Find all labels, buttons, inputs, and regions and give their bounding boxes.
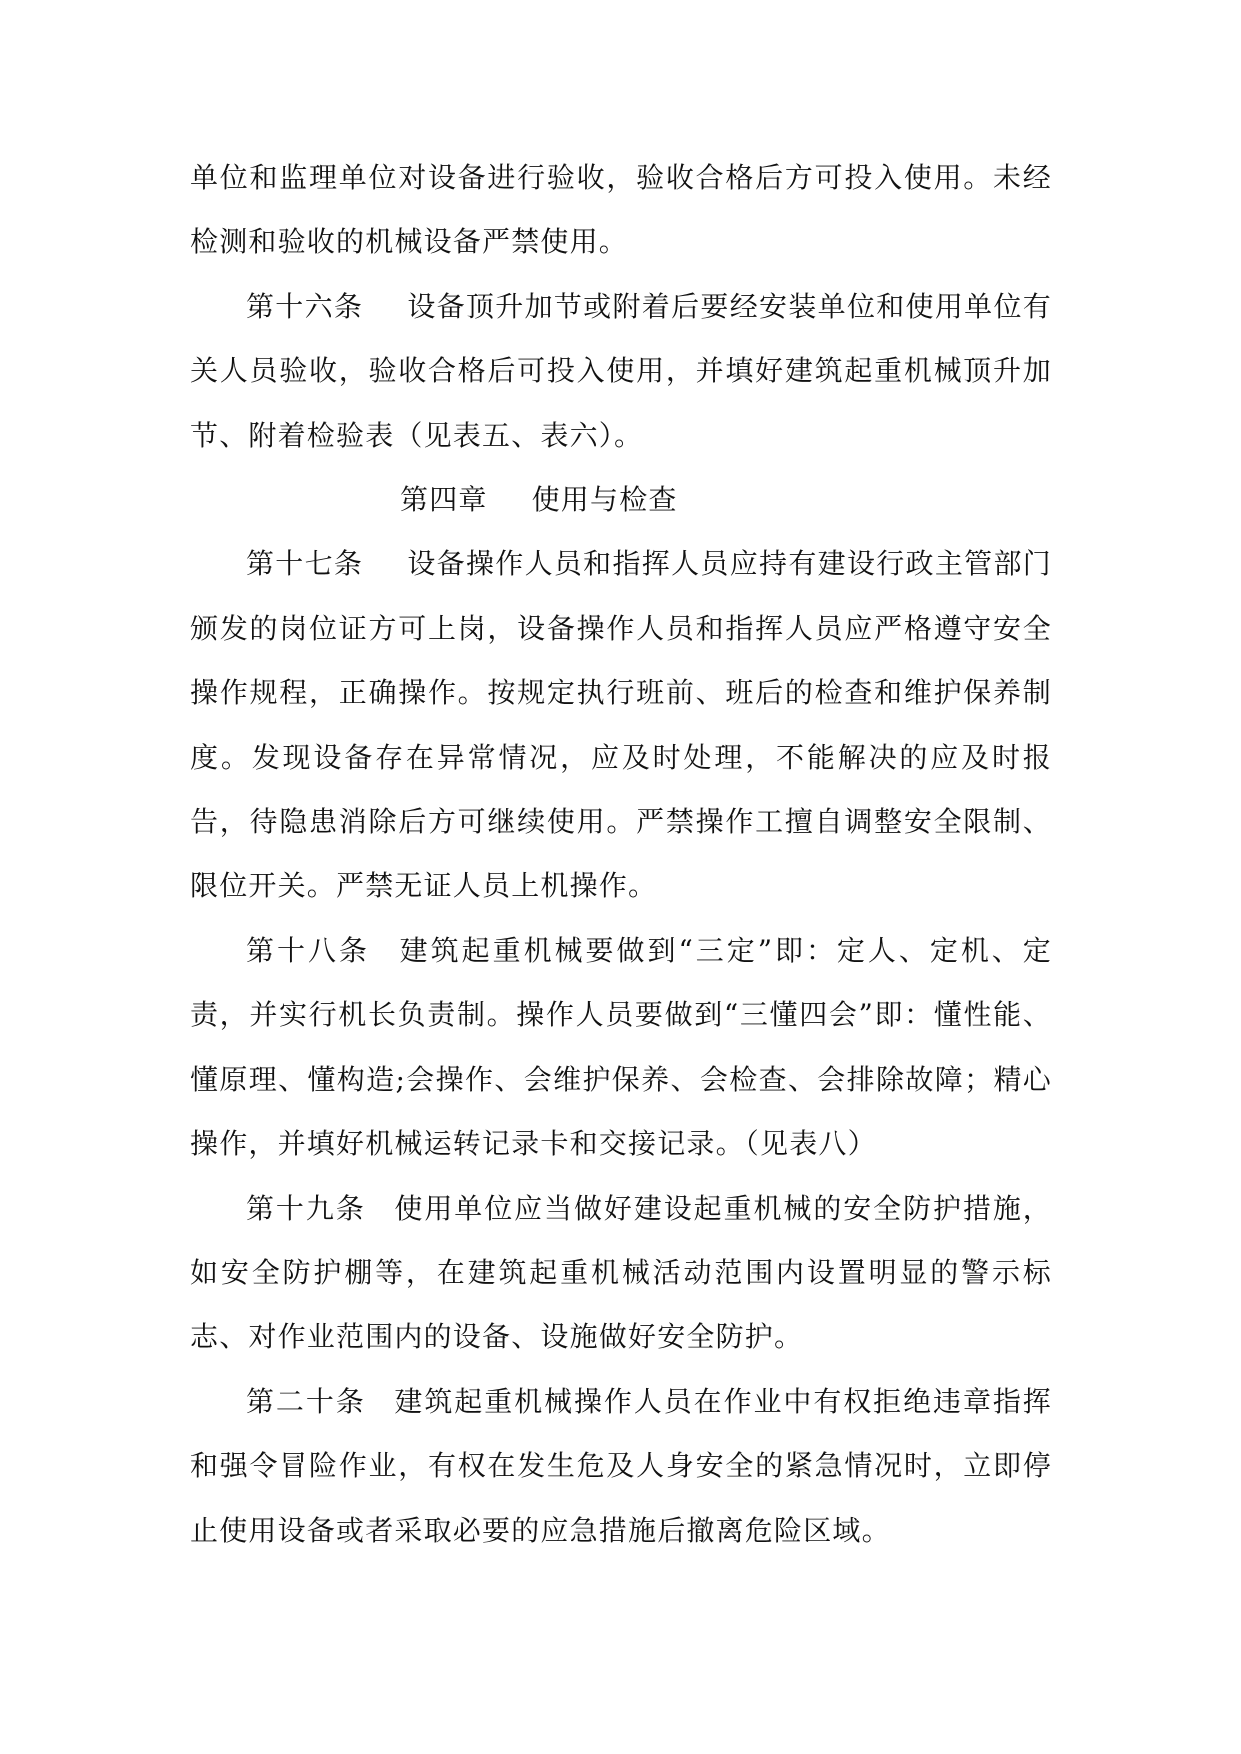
article-16 [190,275,1052,468]
article-text: 建筑起重机械操作人员在作业中有权拒绝违章指挥和强令冒险作业，有权在发生危及人身安全的紧急情况时，立即停止使用设备或者采取必要的应急措施后撤离危险区域。 [190,1384,1052,1547]
article-20 [190,1370,1052,1563]
article-label: 第十七条 [246,547,364,581]
article-19 [190,1177,1052,1370]
chapter-title: 使用与检查 [531,483,678,517]
article-17 [190,532,1052,918]
paragraph-text: 单位和监理单位对设备进行验收，验收合格后方可投入使用。未经检测和验收的机械设备严禁使用。 [190,161,1052,259]
article-text: 设备顶升加节或附着后要经安装单位和使用单位有关人员验收，验收合格后可投入使用，并填好建筑起重机械顶升加节、附着检验表（见表五、表六）。 [190,289,1052,452]
article-label: 第十九条 [246,1191,366,1225]
article-text: 设备操作人员和指挥人员应持有建设行政主管部门颁发的岗位证方可上岗，设备操作人员和指挥人员应严格遵守安全操作规程，正确操作。按规定执行班前、班后的检查和维护保养制度。发现设备存在异常情况，应及时处理，不能解决的应及时报告，待隐患消除后方可继续使用。严禁操作工擅自调整安全限制、限位开关。严禁无证人员上机操作。 [190,547,1052,903]
article-label: 第二十条 [246,1384,366,1418]
document-body [190,146,1052,1563]
article-18 [190,919,1052,1177]
article-text: 建筑起重机械要做到“三定”即：定人、定机、定责，并实行机长负责制。操作人员要做到“三懂四会”即：懂性能、懂原理、懂构造;会操作、会维护保养、会检查、会排除故障；精心操作，并填好机械运转记录卡和交接记录。（见表八） [190,933,1052,1161]
article-text: 使用单位应当做好建设起重机械的安全防护措施，如安全防护棚等，在建筑起重机械活动范围内设置明显的警示标志、对作业范围内的设备、设施做好安全防护。 [190,1191,1052,1354]
article-label: 第十六条 [246,289,364,323]
chapter-heading [190,468,1052,532]
article-label: 第十八条 [246,933,370,967]
paragraph-continuation [190,146,1052,275]
chapter-label: 第四章 [400,483,488,517]
